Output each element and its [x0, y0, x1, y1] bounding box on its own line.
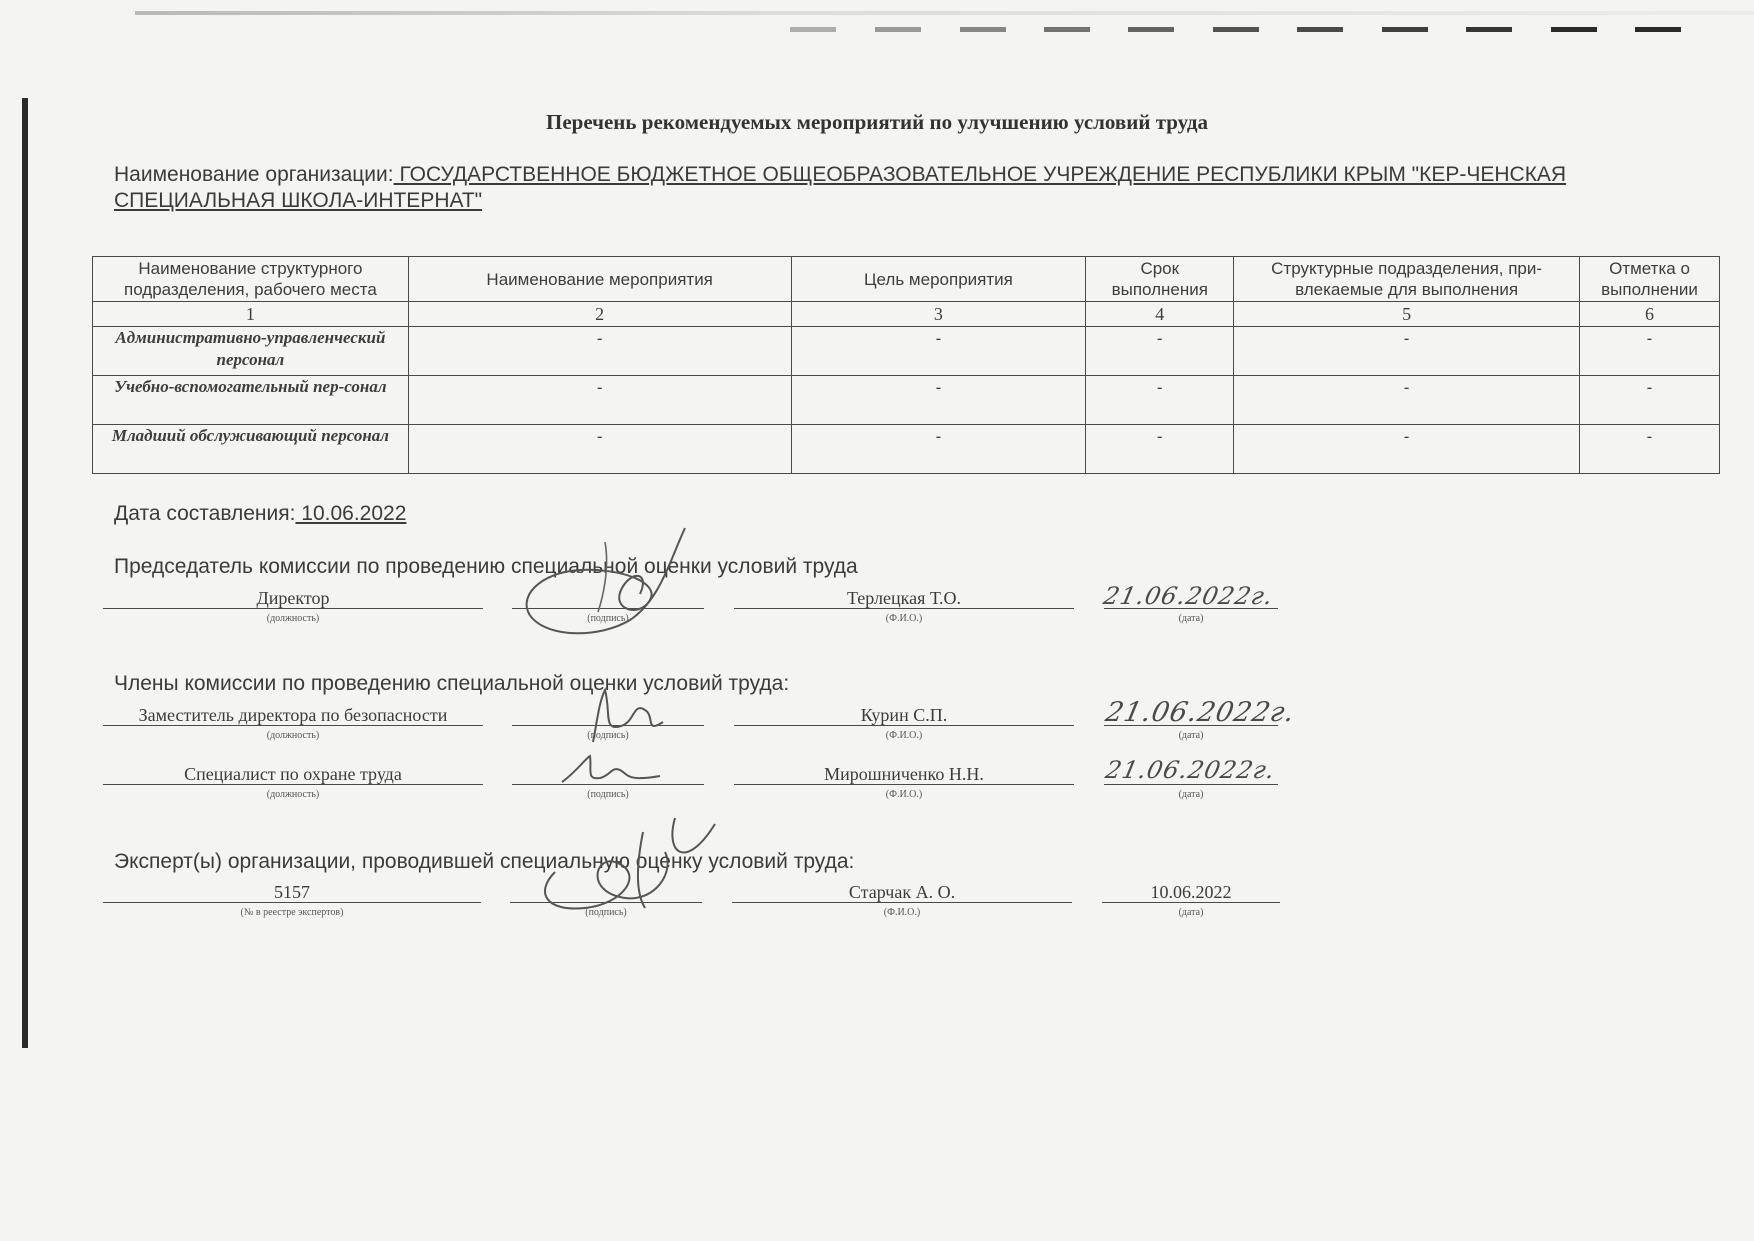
member-position-field — [103, 764, 483, 800]
member-position: Специалист по охране труда — [103, 764, 483, 785]
scan-edge-top — [135, 11, 1754, 15]
table-cell: - — [408, 327, 791, 376]
table-header-row — [93, 257, 1720, 302]
organization-line — [114, 162, 1684, 214]
member-name-field — [734, 705, 1074, 741]
member-position-field — [103, 705, 483, 741]
column-number: 2 — [408, 302, 791, 327]
table-row — [93, 327, 1720, 376]
expert-registry-field — [103, 882, 481, 918]
organization-value: ГОСУДАРСТВЕННОЕ БЮДЖЕТНОЕ ОБЩЕОБРАЗОВАТЕЛЬНОЕ УЧРЕЖДЕНИЕ РЕСПУБЛИКИ КРЫМ "КЕР-ЧЕНСКАЯ СПЕЦИАЛЬНАЯ ШКОЛА-ИНТЕРНАТ" — [114, 163, 1567, 212]
expert-date: 10.06.2022 — [1102, 882, 1280, 903]
date-compiled-label: Дата составления: — [114, 502, 296, 525]
members-heading: Члены комиссии по проведению специальной оценки условий труда: — [114, 672, 790, 695]
caption-date: (дата) — [1178, 730, 1204, 741]
table-cell: - — [1086, 425, 1234, 474]
table-number-row — [93, 302, 1720, 327]
table-header-cell: Наименование мероприятия — [408, 257, 791, 302]
table-row — [93, 376, 1720, 425]
expert-date-field — [1102, 882, 1280, 918]
expert-signature — [525, 812, 725, 922]
date-compiled-value: 10.06.2022 — [295, 502, 407, 525]
caption-position: (должность) — [266, 613, 320, 624]
caption-registry: (№ в реестре экспертов) — [240, 907, 344, 918]
expert-name: Старчак А. О. — [732, 882, 1072, 903]
chairman-name-field — [734, 588, 1074, 624]
caption-fio: (Ф.И.О.) — [885, 613, 923, 624]
caption-date: (дата) — [1178, 907, 1204, 918]
member-signature — [556, 752, 666, 792]
scan-dash-row — [790, 27, 1730, 37]
caption-fio: (Ф.И.О.) — [885, 789, 923, 800]
member-signature — [585, 682, 675, 752]
table-header-cell: Срок выполнения — [1086, 257, 1234, 302]
date-compiled — [114, 502, 406, 526]
table-row — [93, 425, 1720, 474]
caption-signature: (подпись) — [585, 907, 627, 918]
table-cell: - — [791, 376, 1086, 425]
table-cell: - — [1579, 327, 1719, 376]
member-name: Курин С.П. — [734, 705, 1074, 726]
row-name: Младший обслуживающий персонал — [93, 425, 409, 474]
chairman-date: 21.06.2022г. — [1101, 582, 1277, 610]
caption-date: (дата) — [1178, 613, 1204, 624]
column-number: 3 — [791, 302, 1086, 327]
caption-fio: (Ф.И.О.) — [883, 907, 921, 918]
table-cell: - — [791, 327, 1086, 376]
table-cell: - — [1579, 376, 1719, 425]
column-number: 4 — [1086, 302, 1234, 327]
table-cell: - — [408, 376, 791, 425]
measures-table — [92, 256, 1720, 474]
column-number: 5 — [1234, 302, 1580, 327]
chairman-signature — [510, 520, 690, 650]
table-header-cell: Структурные подразделения, при-влекаемые для выполнения — [1234, 257, 1580, 302]
table-cell: - — [1086, 376, 1234, 425]
table-header-cell: Наименование структурного подразделения, рабочего места — [93, 257, 409, 302]
caption-fio: (Ф.И.О.) — [885, 730, 923, 741]
caption-signature: (подпись) — [587, 613, 629, 624]
member-date: 21.06.2022г. — [1103, 756, 1279, 784]
organization-label: Наименование организации: — [114, 163, 394, 186]
table-cell: - — [1086, 327, 1234, 376]
chairman-position-field — [103, 588, 483, 624]
table-cell: - — [1579, 425, 1719, 474]
member-date: 21.06.2022г. — [1102, 697, 1299, 728]
expert-name-field — [732, 882, 1072, 918]
table-cell: - — [1234, 425, 1580, 474]
column-number: 1 — [93, 302, 409, 327]
table-cell: - — [1234, 327, 1580, 376]
caption-position: (должность) — [266, 789, 320, 800]
member-name: Мирошниченко Н.Н. — [734, 764, 1074, 785]
chairman-name: Терлецкая Т.О. — [734, 588, 1074, 609]
caption-position: (должность) — [266, 730, 320, 741]
table-header-cell: Цель мероприятия — [791, 257, 1086, 302]
document-title: Перечень рекомендуемых мероприятий по улучшению условий труда — [546, 110, 1208, 134]
member-name-field — [734, 764, 1074, 800]
chairman-position: Директор — [103, 588, 483, 609]
row-name: Административно-управленческий персонал — [93, 327, 409, 376]
expert-heading: Эксперт(ы) организации, проводившей специальную оценку условий труда: — [114, 850, 855, 873]
caption-signature: (подпись) — [587, 789, 629, 800]
scan-edge-left — [22, 98, 28, 1048]
table-cell: - — [791, 425, 1086, 474]
caption-date: (дата) — [1178, 789, 1204, 800]
caption-signature: (подпись) — [587, 730, 629, 741]
table-cell: - — [408, 425, 791, 474]
table-header-cell: Отметка о выполнении — [1579, 257, 1719, 302]
table-cell: - — [1234, 376, 1580, 425]
chairman-heading: Председатель комиссии по проведению специальной оценки условий труда — [114, 555, 858, 578]
member-position: Заместитель директора по безопасности — [103, 705, 483, 726]
column-number: 6 — [1579, 302, 1719, 327]
row-name: Учебно-вспомогательный пер-сонал — [93, 376, 409, 425]
expert-registry-no: 5157 — [103, 882, 481, 903]
